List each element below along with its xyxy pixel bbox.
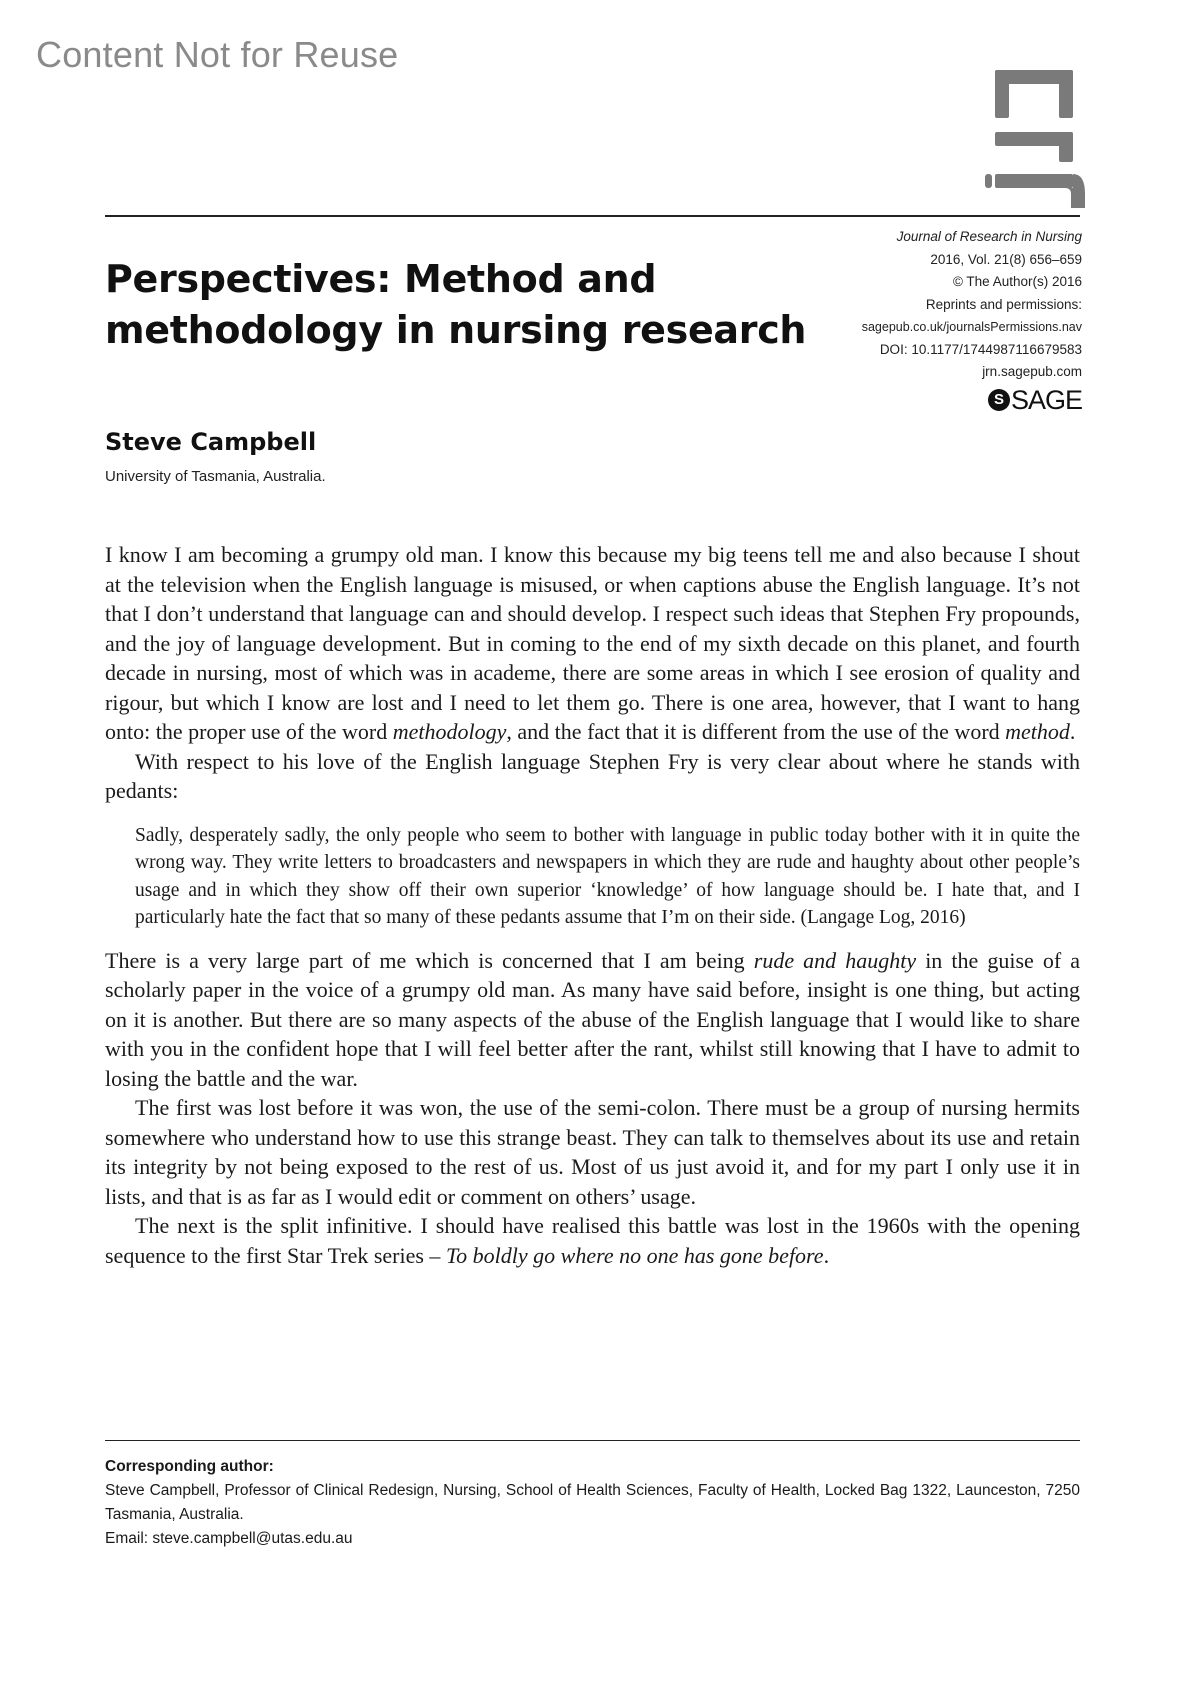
author-name: Steve Campbell [105, 428, 317, 456]
paragraph-5: The next is the split infinitive. I should have realised this battle was lost in the 1960s with the opening sequence to the first Star Trek series – To boldly go where no one has gone before. [105, 1213, 1080, 1268]
author-affiliation: University of Tasmania, Australia. [105, 468, 326, 485]
copyright-line: © The Author(s) 2016 [952, 274, 1082, 289]
corresponding-address: Steve Campbell, Professor of Clinical Redesign, Nursing, School of Health Sciences, Faculty of Health, Locked Bag 1322, Launceston, 7250 Tasmania, Australia. [105, 1482, 1080, 1523]
doi-line[interactable]: DOI: 10.1177/1744987116679583 [879, 341, 1082, 357]
block-quote: Sadly, desperately sadly, the only people who seem to bother with language in public today bother with it in quite the wrong way. They write letters to broadcasters and newspapers in which they are rude and haughty about other people’s usage and in which they show off their own superior ‘knowledge’ of how language should be. I hate that, and I particularly hate the fact that so many of these pedants assume that I’m on their side. (Langage Log, 2016) [135, 824, 1080, 928]
paragraph-4: The first was lost before it was won, the use of the semi-colon. There must be a group of nursing hermits somewhere who understand how to use this strange beast. They can talk to themselves about its use and retain its integrity by not being exposed to the rest of us. Most of us just avoid it, and for my part I only use it in lists, and that is as far as I would edit or comment on others’ usage. [105, 1095, 1080, 1209]
paragraph-3: There is a very large part of me which is concerned that I am being rude and haughty in the guise of a scholarly paper in the voice of a grumpy old man. As many have said before, insight is one thing, but acting on it is another. But there are so many aspects of the abuse of the English language that I would like to share with you in the confident hope that I will feel better after the rant, whilst still knowing that I have to admit to losing the battle and the war. [105, 947, 1080, 1091]
corresponding-label: Corresponding author: [105, 1458, 274, 1475]
journal-volume: 2016, Vol. 21(8) 656–659 [930, 251, 1082, 267]
journal-metadata [782, 226, 1082, 414]
paragraph-2: With respect to his love of the English language Stephen Fry is very clear about where he stands with pedants: [105, 748, 1080, 803]
article-body [105, 540, 1080, 1270]
paragraph-1: I know I am becoming a grumpy old man. I know this because my big teens tell me and also because I shout at the television when the English language is misused, or when captions abuse the English language. It’s not that I don’t understand that language can and should develop. I respect such ideas that Stephen Fry propounds, and the joy of language development. But in coming to the end of my sixth decade on this planet, and fourth decade in nursing, most of which was in academe, there are some areas in which I see erosion of quality and rigour, but which I know are lost and I need to let them go. There is one area, however, that I want to hang onto: the proper use of the word methodology, and the fact that it is different from the use of the word method. [105, 542, 1080, 744]
permissions-link[interactable]: sagepub.co.uk/journalsPermissions.nav [861, 320, 1082, 334]
sage-logo [988, 386, 1082, 414]
jrn-journal-logo-icon [985, 70, 1085, 210]
corresponding-email[interactable]: Email: steve.campbell@utas.edu.au [105, 1530, 353, 1547]
sage-mark-icon: S [988, 389, 1010, 411]
journal-site-link[interactable]: jrn.sagepub.com [982, 364, 1082, 379]
publisher-name: SAGE [1010, 384, 1082, 415]
corresponding-author [105, 1455, 1080, 1551]
footnote-divider [105, 1440, 1080, 1441]
article-title: Perspectives: Method and methodology in nursing research [105, 257, 807, 352]
reprints-line: Reprints and permissions: [925, 296, 1082, 312]
journal-name: Journal of Research in Nursing [896, 229, 1082, 244]
watermark: Content Not for Reuse [36, 34, 399, 75]
header-divider [105, 215, 1080, 217]
